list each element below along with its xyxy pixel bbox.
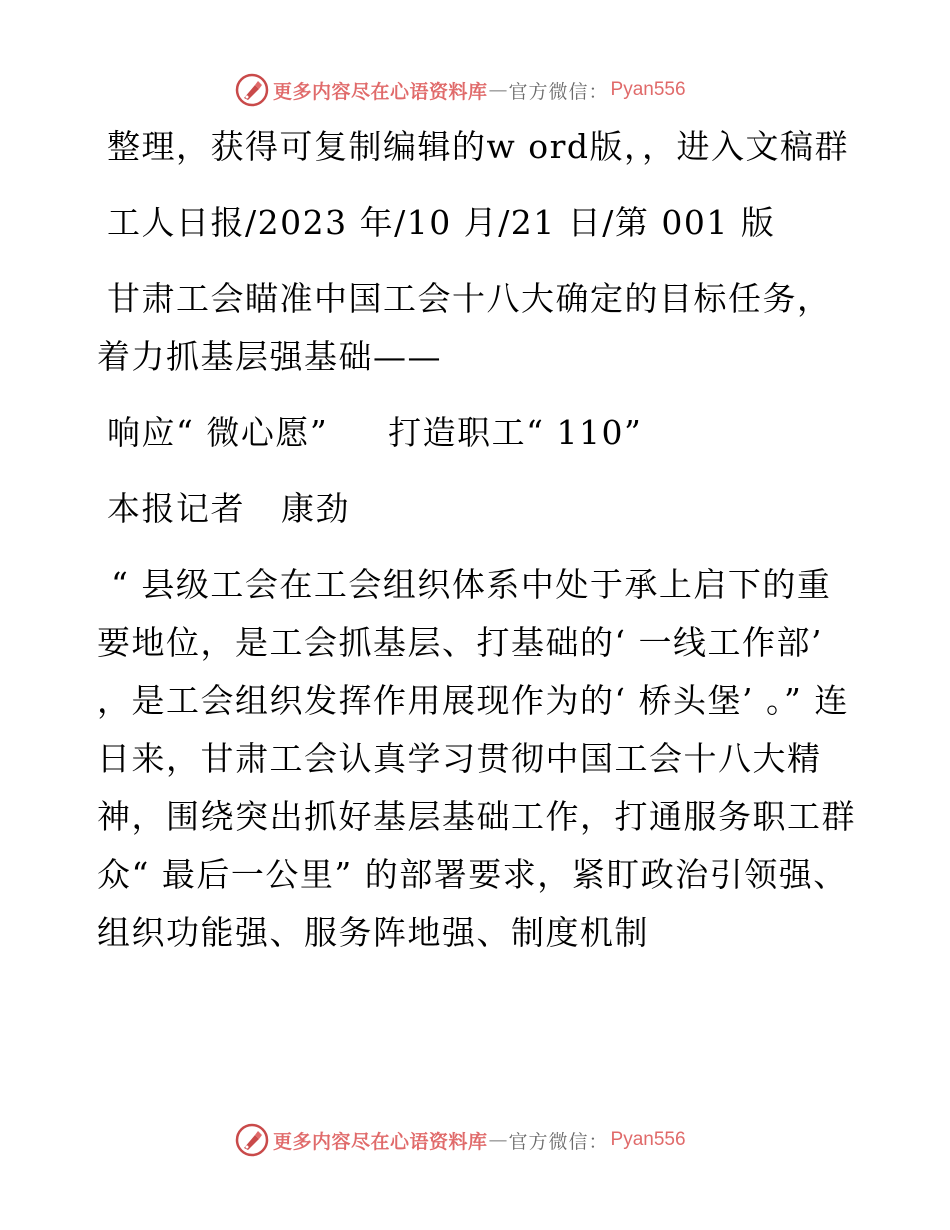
watermark-id: Pyan556	[610, 79, 686, 100]
pen-nib-logo-icon	[235, 73, 269, 107]
pen-nib-logo-icon	[235, 1123, 269, 1157]
paragraph-byline: 本报记者 康劲	[107, 489, 350, 528]
watermark-label: 官方微信：	[508, 1130, 609, 1153]
watermark-label: 官方微信：	[508, 80, 609, 103]
paragraph-intro: 整理，获得可复制编辑的w ord版，，进入文稿群	[107, 127, 850, 166]
paragraph-article: “ 县级工会在工会组织体系中处于承上启下的重要地位，是工会抓基层、打基础的‘ 一线工作部’ ，是工会组织发挥作用展现作为的‘ 桥头堡’ 。” 连日来，甘肃工会认真学习贯彻中国工会十八大精神，围绕突出抓好基层基础工作，打通服务职工群众“ 最后一公里” 的部署要求，紧盯政治引领强、组织功能强、服务阵地强、制度机制	[97, 565, 856, 952]
watermark-separator: —	[488, 79, 508, 101]
watermark-separator: —	[488, 1129, 508, 1151]
watermark-text: 更多内容尽在心语资料库	[273, 1130, 488, 1153]
paragraph-subtitle: 响应“ 微心愿” 打造职工“ 110”	[107, 413, 643, 452]
watermark-id: Pyan556	[610, 1129, 686, 1150]
watermark-text: 更多内容尽在心语资料库	[273, 80, 488, 103]
watermark-footer	[235, 1120, 686, 1160]
paragraph-headline: 甘肃工会瞄准中国工会十八大确定的目标任务，着力抓基层强基础——	[97, 279, 832, 376]
watermark-header	[235, 70, 686, 110]
document-body	[97, 118, 857, 980]
paragraph-source: 工人日报/2023 年/10 月/21 日/第 001 版	[107, 203, 776, 242]
